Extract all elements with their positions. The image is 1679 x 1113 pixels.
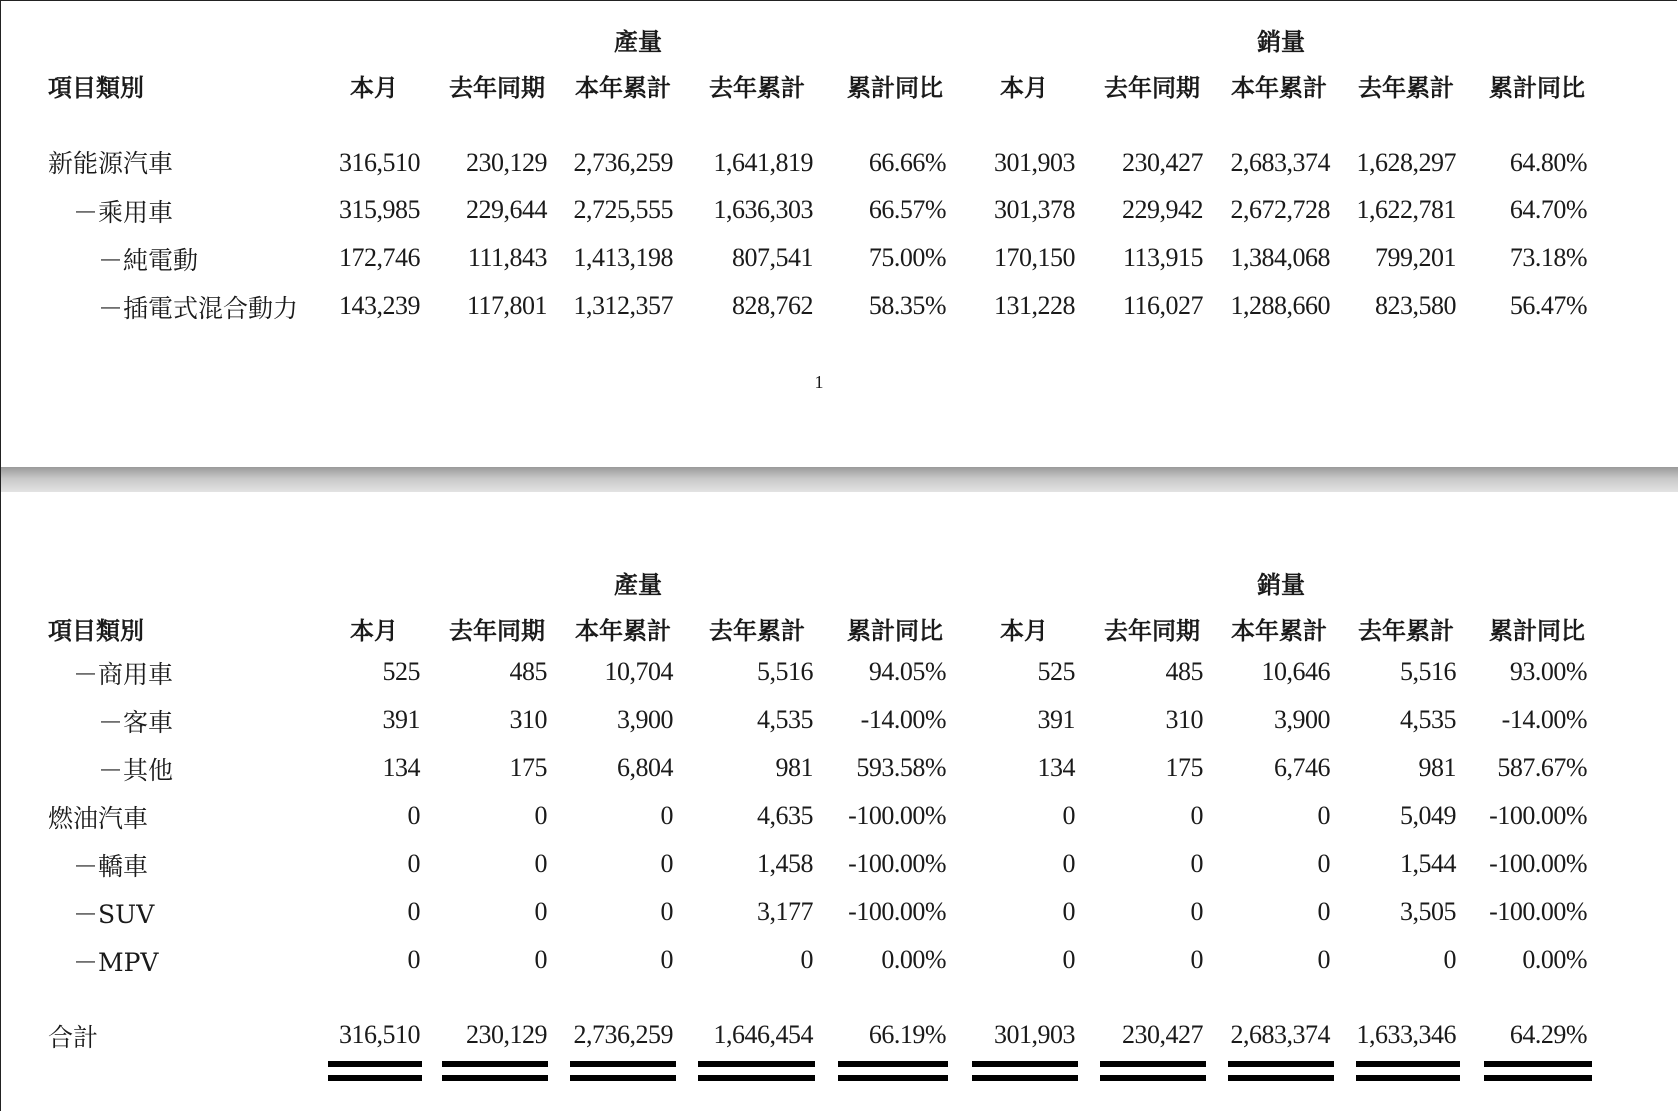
- table-cell: 230,129: [466, 148, 547, 177]
- double-underline: [1484, 1061, 1592, 1081]
- total-cell: 2,683,374: [1230, 1020, 1330, 1049]
- table-cell: 143,239: [339, 291, 420, 320]
- group-header-sales: 銷量: [1257, 571, 1305, 599]
- table-cell: 3,505: [1400, 897, 1456, 926]
- col-header-prod-yoy: 累計同比: [847, 74, 943, 102]
- table-cell: 587.67%: [1497, 753, 1587, 782]
- table-cell: 1,384,068: [1230, 243, 1330, 272]
- table-cell: 134: [382, 753, 420, 782]
- col-header-sales-ytd: 本年累計: [1231, 74, 1327, 102]
- table-cell: 310: [1165, 705, 1203, 734]
- total-cell: 230,129: [466, 1020, 547, 1049]
- table-cell: 66.66%: [868, 148, 946, 177]
- double-underline: [972, 1061, 1078, 1081]
- table-cell: 2,736,259: [573, 148, 673, 177]
- table-cell: 1,458: [757, 849, 813, 878]
- table-cell: 56.47%: [1509, 291, 1587, 320]
- table-cell: 10,704: [604, 657, 673, 686]
- table-cell: 301,903: [994, 148, 1075, 177]
- row-label-total: 合計: [48, 1023, 99, 1052]
- table-cell: 1,544: [1400, 849, 1456, 878]
- row-label-bus: －客車: [98, 708, 174, 737]
- total-cell: 316,510: [339, 1020, 420, 1049]
- total-cell: 64.29%: [1509, 1020, 1587, 1049]
- table-cell: 0: [534, 945, 547, 974]
- table-cell: -100.00%: [1489, 849, 1587, 878]
- table-cell: 0: [534, 849, 547, 878]
- table-cell: 0: [1062, 801, 1075, 830]
- item-category-header: 項目類別: [48, 617, 144, 645]
- row-label-sedan: －轎車: [73, 852, 149, 881]
- table-cell: 134: [1037, 753, 1075, 782]
- table-cell: 5,516: [1400, 657, 1456, 686]
- table-cell: 0: [660, 945, 673, 974]
- table-cell: 0: [1062, 897, 1075, 926]
- table-cell: 3,900: [617, 705, 673, 734]
- double-underline: [570, 1061, 676, 1081]
- table-cell: 111,843: [467, 243, 547, 272]
- table-cell: 1,636,303: [713, 195, 813, 224]
- double-underline: [1228, 1061, 1334, 1081]
- table-cell: 0: [407, 849, 420, 878]
- double-underline: [442, 1061, 548, 1081]
- row-label-phev: －插電式混合動力: [98, 294, 299, 323]
- table-cell: 0: [1190, 897, 1203, 926]
- table-cell: 301,378: [994, 195, 1075, 224]
- table-cell: 0: [1190, 945, 1203, 974]
- table-cell: 6,746: [1274, 753, 1330, 782]
- row-label-passenger: －乘用車: [73, 198, 174, 227]
- row-label-suv: －SUV: [73, 900, 155, 929]
- double-underline: [698, 1061, 815, 1081]
- table-cell: 0: [1317, 897, 1330, 926]
- row-label-bev: －純電動: [98, 246, 199, 275]
- double-underline: [838, 1061, 948, 1081]
- table-cell: 0: [407, 897, 420, 926]
- table-cell: -100.00%: [1489, 801, 1587, 830]
- table-cell: 117,801: [466, 291, 547, 320]
- item-category-header: 項目類別: [48, 74, 144, 102]
- double-underline: [328, 1061, 422, 1081]
- table-cell: 116,027: [1122, 291, 1203, 320]
- col-header-sales-last-year-month: 去年同期: [1104, 617, 1200, 645]
- table-cell: 4,535: [1400, 705, 1456, 734]
- table-cell: 0: [660, 849, 673, 878]
- table-cell: 981: [775, 753, 813, 782]
- col-header-prod-month: 本月: [350, 617, 398, 645]
- table-cell: 316,510: [339, 148, 420, 177]
- col-header-prod-yoy: 累計同比: [847, 617, 943, 645]
- table-cell: 525: [382, 657, 420, 686]
- table-cell: 0: [1317, 945, 1330, 974]
- table-cell: 799,201: [1375, 243, 1456, 272]
- col-header-prod-last-year-month: 去年同期: [449, 617, 545, 645]
- table-cell: 1,288,660: [1230, 291, 1330, 320]
- table-cell: 175: [509, 753, 547, 782]
- col-header-prod-last-ytd: 去年累計: [709, 617, 805, 645]
- table-cell: 0: [534, 897, 547, 926]
- table-cell: 823,580: [1375, 291, 1456, 320]
- table-cell: 0: [407, 801, 420, 830]
- col-header-sales-yoy: 累計同比: [1489, 617, 1585, 645]
- table-cell: 175: [1165, 753, 1203, 782]
- col-header-prod-last-year-month: 去年同期: [449, 74, 545, 102]
- table-cell: 5,049: [1400, 801, 1456, 830]
- table-cell: 0: [1062, 849, 1075, 878]
- table-cell: 2,725,555: [573, 195, 673, 224]
- table-cell: 229,644: [466, 195, 547, 224]
- table-cell: 1,622,781: [1356, 195, 1456, 224]
- table-cell: 3,177: [757, 897, 813, 926]
- table-cell: -100.00%: [848, 849, 946, 878]
- table-cell: 0: [1062, 945, 1075, 974]
- group-header-production: 產量: [614, 28, 662, 56]
- table-cell: 73.18%: [1509, 243, 1587, 272]
- table-cell: 94.05%: [868, 657, 946, 686]
- col-header-prod-month: 本月: [350, 74, 398, 102]
- total-cell: 2,736,259: [573, 1020, 673, 1049]
- table-cell: -100.00%: [1489, 897, 1587, 926]
- total-cell: 1,633,346: [1356, 1020, 1456, 1049]
- table-cell: 6,804: [617, 753, 673, 782]
- table-cell: 3,900: [1274, 705, 1330, 734]
- table-cell: 525: [1037, 657, 1075, 686]
- table-cell: 4,535: [757, 705, 813, 734]
- col-header-sales-ytd: 本年累計: [1231, 617, 1327, 645]
- table-cell: 0: [1190, 849, 1203, 878]
- col-header-prod-ytd: 本年累計: [575, 74, 671, 102]
- table-cell: 1,628,297: [1356, 148, 1456, 177]
- table-cell: 5,516: [757, 657, 813, 686]
- table-cell: 10,646: [1261, 657, 1330, 686]
- row-label-mpv: －MPV: [73, 948, 159, 977]
- table-cell: 1,312,357: [573, 291, 673, 320]
- group-header-sales: 銷量: [1257, 28, 1305, 56]
- table-cell: -100.00%: [848, 801, 946, 830]
- table-cell: 1,641,819: [713, 148, 813, 177]
- table-cell: 0: [1317, 801, 1330, 830]
- table-cell: 485: [1165, 657, 1203, 686]
- table-cell: 391: [382, 705, 420, 734]
- table-cell: 64.80%: [1509, 148, 1587, 177]
- table-cell: 0: [1317, 849, 1330, 878]
- table-cell: 0: [1443, 945, 1456, 974]
- row-label-other: －其他: [98, 756, 174, 785]
- table-cell: 64.70%: [1509, 195, 1587, 224]
- page-number: 1: [814, 372, 824, 392]
- table-cell: 2,683,374: [1230, 148, 1330, 177]
- table-cell: 4,635: [757, 801, 813, 830]
- table-cell: 66.57%: [868, 195, 946, 224]
- page-2: [1, 492, 1678, 1111]
- table-cell: 2,672,728: [1230, 195, 1330, 224]
- table-cell: 229,942: [1122, 195, 1203, 224]
- table-cell: 170,150: [994, 243, 1075, 272]
- table-cell: 0: [534, 801, 547, 830]
- total-cell: 301,903: [994, 1020, 1075, 1049]
- table-cell: 131,228: [994, 291, 1075, 320]
- table-cell: 58.35%: [868, 291, 946, 320]
- row-label-fuel-vehicle: 燃油汽車: [48, 804, 149, 833]
- table-cell: 0: [660, 897, 673, 926]
- table-cell: -14.00%: [860, 705, 946, 734]
- double-underline: [1100, 1061, 1206, 1081]
- col-header-sales-last-year-month: 去年同期: [1104, 74, 1200, 102]
- col-header-sales-last-ytd: 去年累計: [1358, 74, 1454, 102]
- table-cell: 0: [660, 801, 673, 830]
- table-cell: 93.00%: [1509, 657, 1587, 686]
- table-cell: 310: [509, 705, 547, 734]
- table-cell: 230,427: [1122, 148, 1203, 177]
- table-cell: 0: [407, 945, 420, 974]
- table-cell: 807,541: [732, 243, 813, 272]
- row-label-commercial: －商用車: [73, 660, 174, 689]
- col-header-sales-last-ytd: 去年累計: [1358, 617, 1454, 645]
- col-header-sales-month: 本月: [1000, 74, 1048, 102]
- table-cell: 1,413,198: [573, 243, 673, 272]
- table-cell: 828,762: [732, 291, 813, 320]
- row-label-nev: 新能源汽車: [48, 149, 174, 178]
- table-cell: 0: [1190, 801, 1203, 830]
- page-break-divider: [1, 467, 1678, 492]
- col-header-prod-last-ytd: 去年累計: [709, 74, 805, 102]
- col-header-sales-yoy: 累計同比: [1489, 74, 1585, 102]
- table-cell: 0.00%: [881, 945, 946, 974]
- table-cell: 485: [509, 657, 547, 686]
- table-cell: -14.00%: [1501, 705, 1587, 734]
- table-cell: 0.00%: [1522, 945, 1587, 974]
- total-cell: 66.19%: [868, 1020, 946, 1049]
- table-cell: 391: [1037, 705, 1075, 734]
- table-cell: 0: [800, 945, 813, 974]
- total-cell: 1,646,454: [713, 1020, 813, 1049]
- col-header-sales-month: 本月: [1000, 617, 1048, 645]
- table-cell: 593.58%: [856, 753, 946, 782]
- col-header-prod-ytd: 本年累計: [575, 617, 671, 645]
- double-underline: [1356, 1061, 1460, 1081]
- table-cell: 75.00%: [868, 243, 946, 272]
- total-cell: 230,427: [1122, 1020, 1203, 1049]
- table-cell: -100.00%: [848, 897, 946, 926]
- table-cell: 981: [1418, 753, 1456, 782]
- page-1: [1, 1, 1678, 467]
- group-header-production: 產量: [614, 571, 662, 599]
- table-cell: 113,915: [1122, 243, 1203, 272]
- table-cell: 315,985: [339, 195, 420, 224]
- table-cell: 172,746: [339, 243, 420, 272]
